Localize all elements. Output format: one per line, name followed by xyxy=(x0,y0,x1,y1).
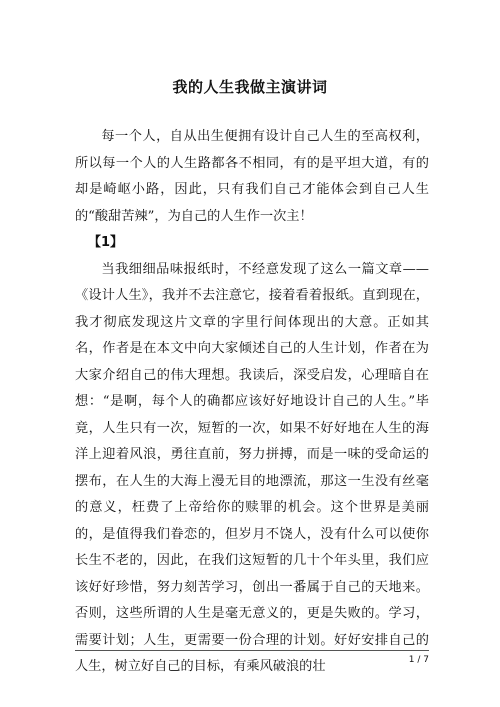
page-number: 1 / 7 xyxy=(408,655,429,665)
body-paragraph: 当我细细品味报纸时，不经意发现了这么一篇文章——《设计人生》，我并不去注意它，接着看着报纸。直到现在，我才彻底发现这片文章的字里行间体现出的大意。正如其名，作者是在本文中向大家倾述自己的人生计划，作者在为大家介绍自己的伟大理想。我读后，深受启发，心理暗自在想：“是啊，每个人的确都应该好好地设计自己的人生。”毕竟，人生只有一次，短暂的一次，如果不好好地在人生的海洋上迎着风浪，勇往直前，努力拼搏，而是一味的受命运的摆布，在人生的大海上漫无目的地漂流，那这一生没有丝毫的意义，枉费了上帝给你的赎罪的机会。这个世界是美丽的，是值得我们眷恋的，但岁月不饶人，没有什么可以使你长生不老的，因此，在我们这短暂的几十个年头里，我们应该好好珍惜，努力刻苦学习，创出一番属于自己的天地来。否则，这些所谓的人生是毫无意义的，更是失败的。学习，需要计划；人生，更需要一份合理的计划。好好安排自己的人生，树立好自己的目标，有乘风破浪的壮 xyxy=(75,261,429,674)
footer-divider xyxy=(75,650,429,651)
intro-paragraph: 每一个人，自从出生便拥有设计自己人生的至高权利，所以每一个人的人生路都各不相同，有的是平坦大道，有的却是崎岖小路，因此，只有我们自己才能体会到自己人生的“酸甜苦辣”，为自己的人生作一次主！ xyxy=(75,129,429,224)
document-body xyxy=(75,124,429,681)
section-marker: 【1】 xyxy=(88,235,124,250)
document-title: 我的人生我做主演讲词 xyxy=(172,78,328,96)
